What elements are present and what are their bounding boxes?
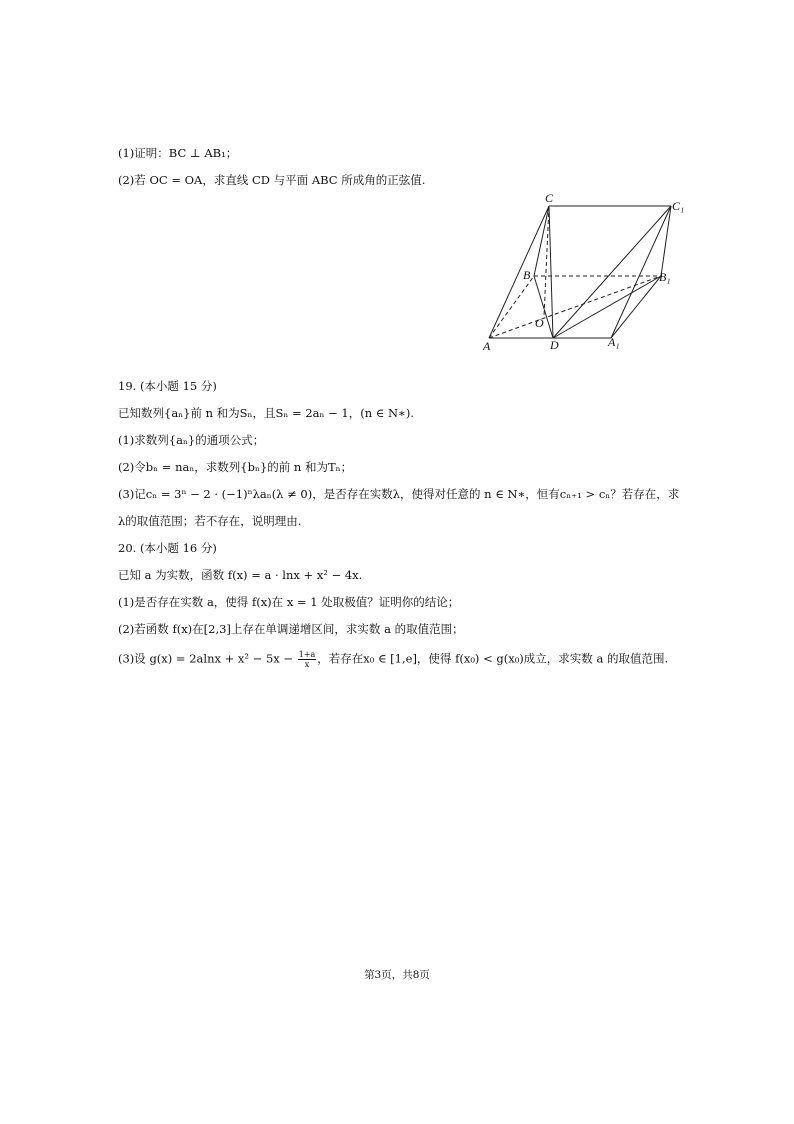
label-B1: B₁ (659, 270, 671, 284)
q20-part3 (118, 650, 668, 669)
q20-part2: (2)若函数 f(x)在[2,3]上存在单调递增区间，求实数 a 的取值范围； (118, 622, 464, 636)
q19-part2: (2)令bₙ = naₙ，求数列{bₙ}的前 n 和为Tₙ； (118, 460, 353, 474)
q20-part3-post: ，若存在x₀ ∈ [1,e]，使得 f(x₀) < g(x₀)成立，求实数 a 的取值范围. (317, 651, 669, 666)
q19-part3-line1: (3)记cₙ = 3ⁿ − 2 · (−1)ⁿλaₙ(λ ≠ 0)，是否存在实数λ，使得对任意的 n ∈ N∗，恒有cₙ₊₁ > cₙ？若存在，求 (118, 487, 680, 501)
label-B: B (523, 268, 531, 282)
fraction-numerator: 1+a (298, 650, 316, 659)
q20-stem: 已知 a 为实数，函数 f(x) = a · lnx + x² − 4x. (118, 568, 363, 582)
label-O: O (535, 316, 544, 330)
prism-figure (475, 188, 690, 353)
q19-header: 19. (本小题 15 分) (118, 379, 217, 393)
label-D: D (550, 338, 559, 352)
q19-part3-line2: λ的取值范围；若不存在，说明理由. (118, 514, 302, 528)
fraction-denominator: x (304, 660, 310, 669)
q18-part2: (2)若 OC = OA，求直线 CD 与平面 ABC 所成角的正弦值. (118, 173, 426, 187)
q19-part1: (1)求数列{aₙ}的通项公式； (118, 433, 265, 447)
fraction (298, 650, 317, 669)
q20-part3-pre: (3)设 g(x) = 2alnx + x² − 5x − (118, 651, 297, 666)
q19-stem: 已知数列{aₙ}前 n 和为Sₙ，且Sₙ = 2aₙ − 1，(n ∈ N∗). (118, 406, 414, 420)
label-A1: A₁ (608, 335, 620, 349)
label-C: C (545, 191, 554, 205)
label-A: A (483, 339, 491, 353)
q20-header: 20. (本小题 16 分) (118, 541, 217, 555)
label-C1: C₁ (672, 199, 685, 213)
page-footer: 第3页，共8页 (364, 969, 430, 981)
q20-part1: (1)是否存在实数 a，使得 f(x)在 x = 1 处取极值？证明你的结论； (118, 595, 460, 609)
q18-part1: (1)证明：BC ⊥ AB₁； (118, 146, 238, 160)
